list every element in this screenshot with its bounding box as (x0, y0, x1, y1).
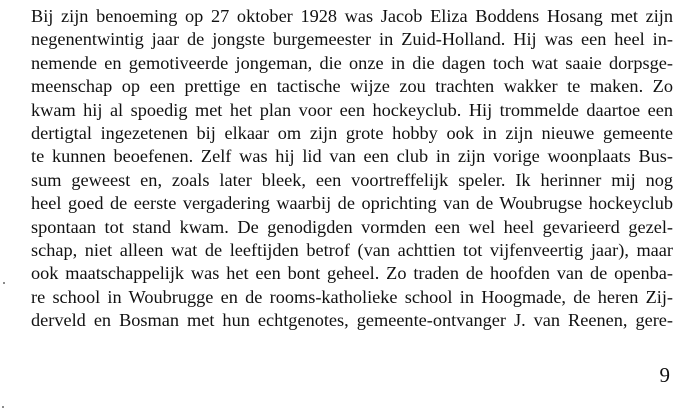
text-line: derveld en Bosman met hun echtgenotes, gemeente-ontvanger J. van Reenen, gere- (31, 310, 673, 331)
text-line: negenentwintig jaar de jongste burgemeester in Zuid-Holland. Hij was een heel in- (31, 29, 673, 50)
text-line: ook maatschappelijk was het een bont geheel. Zo traden de hoofden van de openba- (31, 263, 673, 284)
text-line: Bij zijn benoeming op 27 oktober 1928 was Jacob Eliza Boddens Hosang met zijn (31, 6, 673, 26)
text-line: te kunnen beoefenen. Zelf was hij lid van een club in zijn vorige woonplaats Bus- (31, 146, 673, 167)
page-number: 9 (659, 363, 670, 387)
scan-speck (3, 282, 5, 284)
text-line: heel goed de eerste vergadering waarbij de oprichting van de Woubrugse hockeyclub (31, 193, 673, 214)
body-paragraph (31, 5, 673, 332)
text-line: schap, niet alleen wat de leeftijden betrof (van achttien tot vijfenveertig jaar), maar (31, 239, 673, 260)
text-line: nemende en gemotiveerde jongeman, die onze in die dagen toch wat saaie dorpsge- (31, 52, 673, 73)
text-line: spontaan tot stand kwam. De genodigden vormden een wel heel gevarieerd gezel- (31, 216, 673, 237)
text-line: meenschap op een prettige en tactische wijze zou trachten wakker te maken. Zo (31, 76, 673, 97)
text-line: dertigtal ingezetenen bij elkaar om zijn grote hobby ook in zijn nieuwe gemeente (31, 122, 673, 143)
scan-speck (2, 406, 4, 408)
text-line: sum geweest en, zoals later bleek, een voortreffelijk speler. Ik herinner mij nog (31, 169, 673, 190)
text-line: re school in Woubrugge en de rooms-katholieke school in Hoogmade, de heren Zij- (31, 286, 673, 307)
text-line: kwam hij al spoedig met het plan voor een hockeyclub. Hij trommelde daartoe een (31, 99, 673, 120)
